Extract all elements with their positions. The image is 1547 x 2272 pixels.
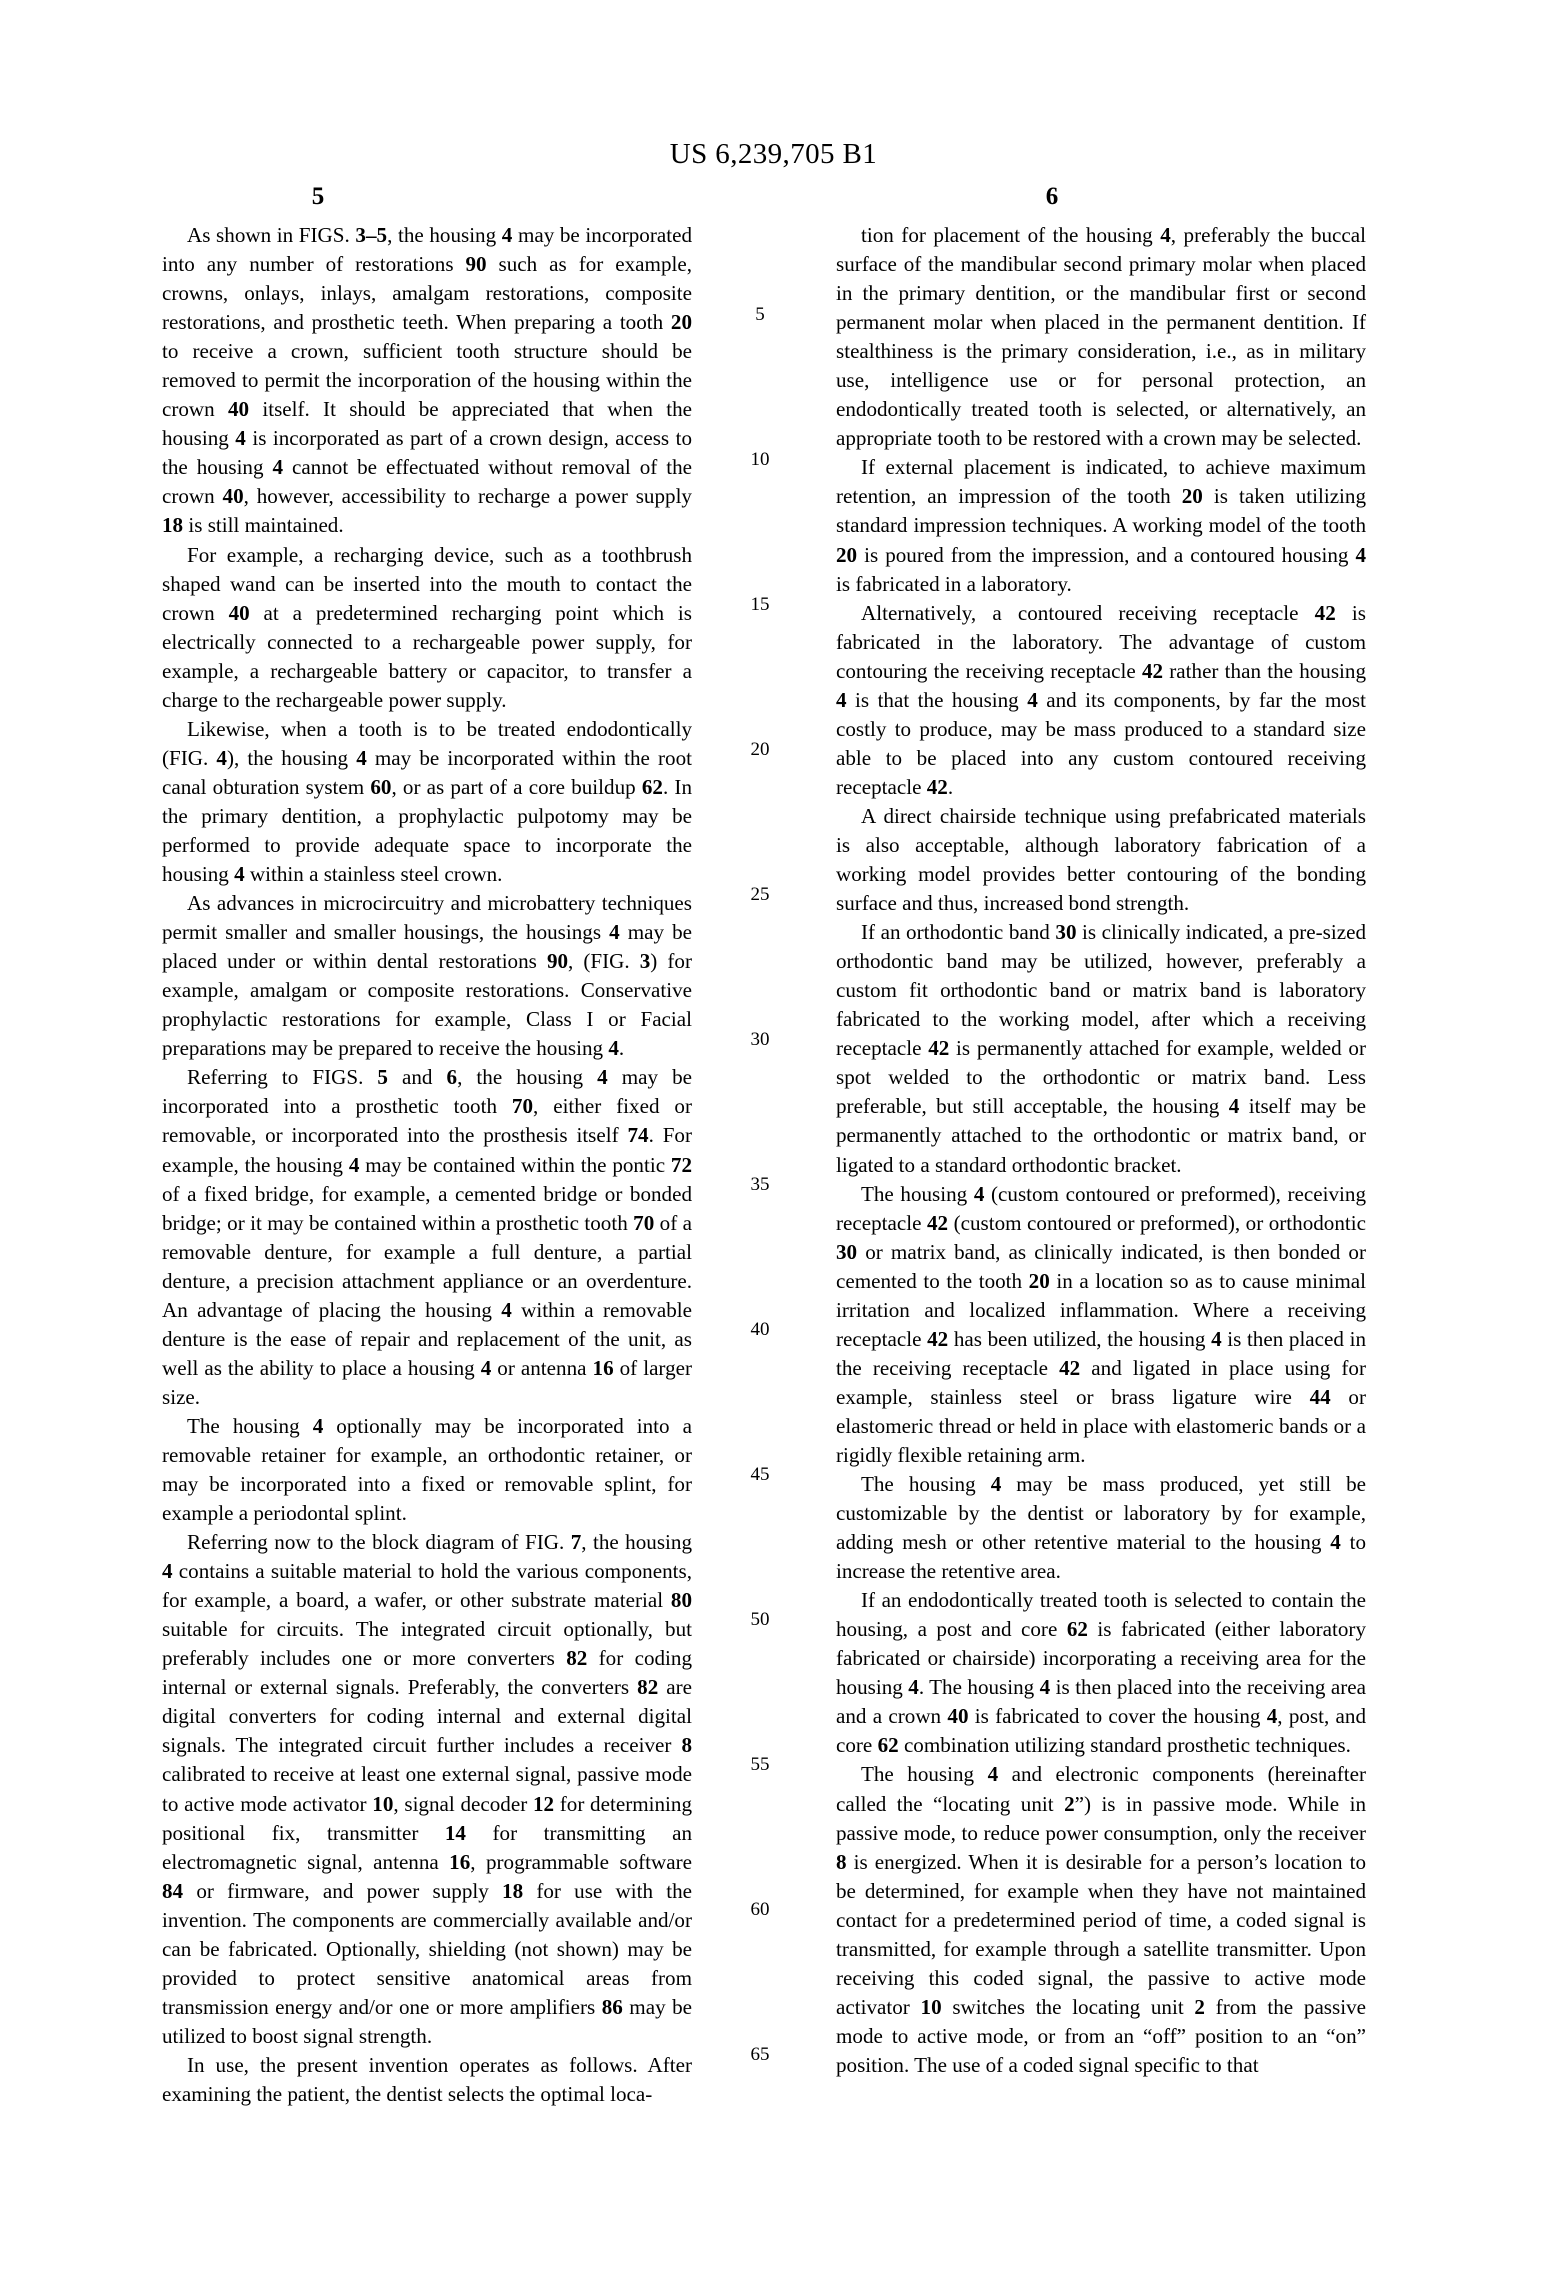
line-number: 25 xyxy=(750,884,770,905)
line-number-gutter xyxy=(733,221,787,2071)
column-number-right: 6 xyxy=(1045,183,1059,210)
paragraph: Likewise, when a tooth is to be treated endodontically (FIG. 4), the housing 4 may be incorporated within the root canal obturation system 60, or as part of a core buildup 62. In the primary dentition, a prophylactic pulpotomy may be performed to provide adequate space to incorporate the housing 4 within a stainless steel crown. xyxy=(162,716,692,887)
paragraph: As shown in FIGS. 3–5, the housing 4 may be incorporated into any number of restorations 90 such as for example, crowns, onlays, inlays, amalgam restorations, composite restorations, and prosthetic teeth. When preparing a tooth 20 to receive a crown, sufficient tooth structure should be removed to permit the incorporation of the housing within the crown 40 itself. It should be appreciated that when the housing 4 is incorporated as part of a crown design, access to the housing 4 cannot be effectuated without removal of the crown 40, however, accessibility to recharge a power supply 18 is still maintained. xyxy=(162,223,693,538)
paragraph: tion for placement of the housing 4, preferably the buccal surface of the mandibular second primary molar when placed in the primary dentition, or the mandibular first or second permanent molar when placed in the permanent dentition. If stealthiness is the primary consideration, i.e., as in military use, intelligence use or for personal protection, an endodontically treated tooth is selected, or alternatively, an appropriate tooth to be restored with a crown may be selected. xyxy=(836,223,1366,451)
paragraph: For example, a recharging device, such as a toothbrush shaped wand can be inserted into the mouth to contact the crown 40 at a predetermined recharging point which is electrically connected to a rechargeable power supply, for example, a rechargeable battery or capacitor, to transfer a charge to the rechargeable power supply. xyxy=(162,542,692,712)
line-number: 20 xyxy=(750,739,770,760)
paragraph: In use, the present invention operates as follows. After examining the patient, the dentist selects the optimal loca- xyxy=(162,2052,692,2106)
line-number: 5 xyxy=(755,304,765,325)
paragraph: Referring now to the block diagram of FIG. 7, the housing 4 contains a suitable material to hold the various components, for example, a board, a wafer, or other substrate material 80 suitable for circuits. The integrated circuit optionally, but preferably includes one or more converters 82 for coding internal or external signals. Preferably, the converters 82 are digital converters for coding internal and external digital signals. The integrated circuit further includes a receiver 8 calibrated to receive at least one external signal, passive mode to active mode activator 10, signal decoder 12 for determining positional fix, transmitter 14 for transmitting an electromagnetic signal, antenna 16, programmable software 84 or firmware, and power supply 18 for use with the invention. The components are commercially available and/or can be fabricated. Optionally, shielding (not shown) may be provided to protect sensitive anatomical areas from transmission energy and/or one or more amplifiers 86 may be utilized to boost signal strength. xyxy=(162,1530,692,2048)
paragraph: A direct chairside technique using prefabricated materials is also acceptable, although laboratory fabrication of a working model provides better contouring of the bonding surface and thus, increased bond strength. xyxy=(836,803,1366,916)
line-number: 60 xyxy=(750,1899,770,1920)
paragraph: The housing 4 and electronic components (hereinafter called the “locating unit 2”) is in passive mode. While in passive mode, to reduce power consumption, only the receiver 8 is energized. When it is desirable for a person’s location to be determined, for example when they have not maintained contact for a predetermined period of time, a coded signal is transmitted, for example through a satellite transmitter. Upon receiving this coded signal, the passive to active mode activator 10 switches the locating unit 2 from the passive mode to active mode, or from an “off” position to an “on” position. The use of a coded signal specific to that xyxy=(836,1762,1366,2077)
line-number: 40 xyxy=(750,1319,770,1340)
paragraph: If an orthodontic band 30 is clinically indicated, a pre-sized orthodontic band may be utilized, however, preferably a custom fit orthodontic band or matrix band is laboratory fabricated to the working model, after which a receiving receptacle 42 is permanently attached for example, welded or spot welded to the orthodontic or matrix band. Less preferable, but still acceptable, the housing 4 itself may be permanently attached to the orthodontic or matrix band, or ligated to a standard orthodontic bracket. xyxy=(836,920,1366,1177)
paragraph: The housing 4 optionally may be incorporated into a removable retainer for example, an orthodontic retainer, or may be incorporated into a fixed or removable splint, for example a periodontal splint. xyxy=(162,1413,692,1526)
column-number-left: 5 xyxy=(311,183,325,210)
paragraph: The housing 4 may be mass produced, yet still be customizable by the dentist or laboratory by for example, adding mesh or other retentive material to the housing 4 to increase the retentive area. xyxy=(836,1472,1366,1584)
paragraph: Alternatively, a contoured receiving receptacle 42 is fabricated in the laboratory. The advantage of custom contouring the receiving receptacle 42 rather than the housing 4 is that the housing 4 and its components, by far the most costly to produce, may be mass produced to a standard size able to be placed into any custom contoured receiving receptacle 42. xyxy=(836,600,1367,799)
patent-running-head: US 6,239,705 B1 xyxy=(669,138,878,170)
paragraph: The housing 4 (custom contoured or preformed), receiving receptacle 42 (custom contoured or preformed), or orthodontic 30 or matrix band, as clinically indicated, is then bonded or cemented to the tooth 20 in a location so as to cause minimal irritation and localized inflammation. Where a receiving receptacle 42 has been utilized, the housing 4 is then placed in the receiving receptacle 42 and ligated in place using for example, stainless steel or brass ligature wire 44 or elastomeric thread or held in place with elastomeric bands or a rigidly flexible retaining arm. xyxy=(836,1181,1366,1467)
line-number: 15 xyxy=(750,594,770,615)
line-number: 10 xyxy=(750,449,770,470)
column-number-row xyxy=(0,183,1547,219)
text-column-left xyxy=(162,221,692,2109)
paragraph: If an endodontically treated tooth is selected to contain the housing, a post and core 62 is fabricated (either laboratory fabricated or chairside) incorporating a receiving area for the housing 4. The housing 4 is then placed into the receiving area and a crown 40 is fabricated to cover the housing 4, post, and core 62 combination utilizing standard prosthetic techniques. xyxy=(836,1588,1367,1758)
line-number: 35 xyxy=(750,1174,770,1195)
line-number: 30 xyxy=(750,1029,770,1050)
line-number: 50 xyxy=(750,1609,770,1630)
paragraph: As advances in microcircuitry and microbattery techniques permit smaller and smaller housings, the housings 4 may be placed under or within dental restorations 90, (FIG. 3) for example, amalgam or composite restorations. Conservative prophylactic restorations for example, Class I or Facial preparations may be prepared to receive the housing 4. xyxy=(162,891,692,1061)
paragraph: Referring to FIGS. 5 and 6, the housing 4 may be incorporated into a prosthetic tooth 70, either fixed or removable, or incorporated into the prosthesis itself 74. For example, the housing 4 may be contained within the pontic 72 of a fixed bridge, for example, a cemented bridge or bonded bridge; or it may be contained within a prosthetic tooth 70 of a removable denture, for example a full denture, a partial denture, a precision attachment appliance or an overdenture. An advantage of placing the housing 4 within a removable denture is the ease of repair and replacement of the unit, as well as the ability to place a housing 4 or antenna 16 of larger size. xyxy=(162,1065,693,1409)
line-number: 65 xyxy=(750,2044,770,2065)
line-number: 55 xyxy=(750,1754,770,1775)
line-number: 45 xyxy=(750,1464,770,1485)
text-column-right xyxy=(836,221,1366,2080)
paragraph: If external placement is indicated, to achieve maximum retention, an impression of the tooth 20 is taken utilizing standard impression techniques. A working model of the tooth 20 is poured from the impression, and a contoured housing 4 is fabricated in a laboratory. xyxy=(836,455,1367,596)
